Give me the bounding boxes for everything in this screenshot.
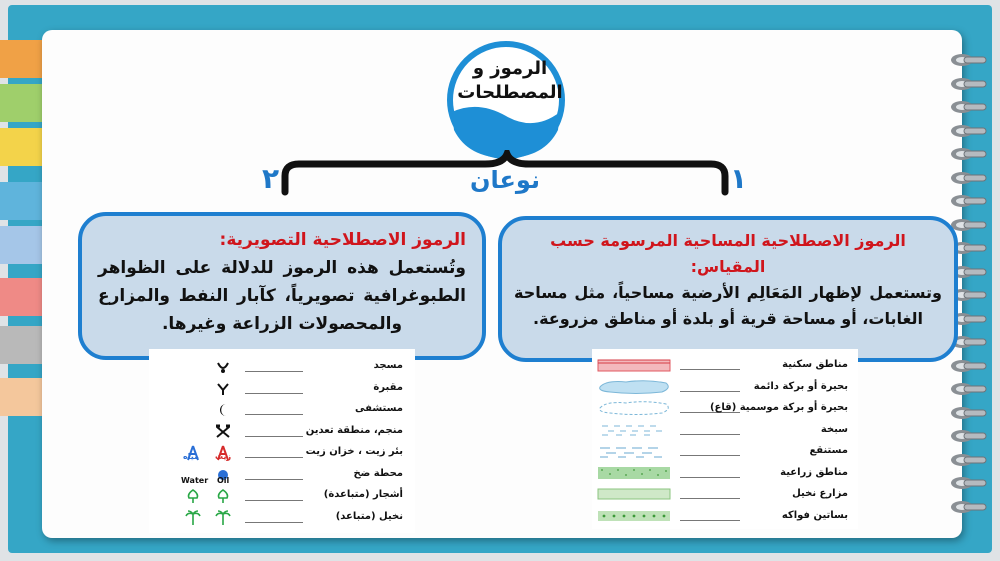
legend-row (592, 441, 858, 461)
spiral-ring (948, 381, 988, 397)
legend-label: منجم، منطقة تعدين (305, 424, 403, 436)
legend-label: بساتين فواكه (781, 509, 848, 521)
legend-leader-line (680, 434, 740, 435)
mosque-icon (215, 359, 231, 379)
spiral-ring (948, 76, 988, 92)
legend-row (149, 486, 415, 506)
seasonal-lake-icon (596, 400, 672, 420)
spiral-ring (948, 499, 988, 515)
symbol-caption: زيت (215, 452, 232, 461)
spiral-ring (948, 146, 988, 162)
legend-label: سبخة (820, 423, 848, 435)
palm-icon (185, 510, 201, 530)
area-symbols-panel (498, 216, 958, 362)
legend-row (149, 422, 415, 442)
legend-label: مناطق سكنية (782, 359, 848, 370)
legend-label: مقبرة (373, 381, 403, 393)
crescent-icon (215, 402, 231, 422)
spiral-ring (948, 52, 988, 68)
spiral-ring (948, 99, 988, 115)
pictorial-legend (149, 349, 415, 533)
tree-icon (215, 488, 231, 508)
symbol-caption: Water (181, 476, 209, 485)
legend-row (592, 355, 858, 375)
pictorial-panel-body: وتُستعمل هذه الرموز للدلالة على الظواهر الطبوغرافية تصويرياً، كآبار النفط والمزارع والمحصولات الزراعة وغيرها. (98, 258, 466, 334)
legend-label: بحيرة أو بركة دائمة (753, 380, 848, 392)
cemetery-icon (215, 381, 231, 401)
spiral-ring (948, 452, 988, 468)
page-title (440, 57, 580, 105)
legend-leader-line (680, 369, 740, 370)
branch-number-2: ٢ (262, 162, 280, 195)
legend-leader-line (245, 479, 303, 480)
spiral-ring (948, 358, 988, 374)
spiral-ring (948, 170, 988, 186)
symbol-caption: Oil (217, 476, 230, 485)
legend-label: مستشفى (355, 403, 403, 414)
legend-row (149, 379, 415, 399)
legend-leader-line (680, 455, 740, 456)
legend-leader-line (680, 391, 740, 392)
spiral-ring (948, 193, 988, 209)
title-line-2: المصطلحات (457, 82, 563, 103)
agricultural-area-icon (596, 465, 672, 485)
area-panel-body: وتستعمل لإظهار المَعَالِم الأرضية مساحياً، مثل مساحة الغابات، أو مساحة قرية أو بلدة أو مناطق مزروعة. (514, 283, 942, 328)
area-panel-title: الرموز الاصطلاحية المساحية المرسومة حسب المقياس: (550, 231, 906, 276)
legend-row (149, 508, 415, 528)
title-line-1: الرموز و (472, 58, 548, 79)
palm-icon (215, 510, 231, 530)
legend-label: نخيل (متباعد) (335, 510, 403, 522)
legend-label: مستنقع (809, 445, 848, 456)
legend-row (592, 506, 858, 526)
legend-leader-line (680, 498, 740, 499)
legend-row (592, 484, 858, 504)
legend-leader-line (245, 414, 303, 415)
mine-icon (215, 424, 231, 444)
pictorial-symbols-panel (78, 212, 486, 360)
legend-row (592, 377, 858, 397)
legend-leader-line (245, 393, 303, 394)
tree-icon (185, 488, 201, 508)
swamp-icon (596, 443, 672, 463)
spiral-ring (948, 428, 988, 444)
spiral-ring (948, 405, 988, 421)
legend-row (592, 463, 858, 483)
pictorial-panel-title: الرموز الاصطلاحية التصويرية: (219, 230, 466, 250)
legend-leader-line (245, 522, 303, 523)
area-legend (592, 349, 858, 529)
orchard-icon (596, 508, 672, 528)
legend-row (592, 398, 858, 418)
symbol-caption: مياه (183, 452, 199, 461)
spiral-ring (948, 123, 988, 139)
legend-leader-line (680, 520, 740, 521)
legend-leader-line (245, 500, 303, 501)
legend-row (592, 420, 858, 440)
sabkha-icon (596, 422, 672, 442)
legend-label: مناطق زراعية (780, 466, 848, 478)
legend-label: مسجد (373, 360, 403, 371)
legend-row (149, 357, 415, 377)
legend-row (149, 400, 415, 420)
legend-leader-line (245, 457, 303, 458)
residential-area-icon (596, 357, 672, 377)
legend-leader-line (245, 371, 303, 372)
palm-farm-icon (596, 486, 672, 506)
legend-label: مزارع نخيل (792, 488, 848, 499)
legend-label: بئر زيت ، خزان زيت (305, 446, 403, 457)
permanent-lake-icon (596, 379, 672, 399)
legend-leader-line (245, 436, 303, 437)
spiral-ring (948, 475, 988, 491)
legend-label: أشجار (متباعدة) (323, 489, 403, 500)
branch-label: نوعان (470, 166, 540, 194)
branch-number-1: ١ (730, 162, 748, 195)
legend-label: محطة ضخ (353, 467, 403, 479)
legend-label: بحيرة أو بركة موسمية (قاع) (709, 402, 848, 413)
legend-leader-line (680, 477, 740, 478)
